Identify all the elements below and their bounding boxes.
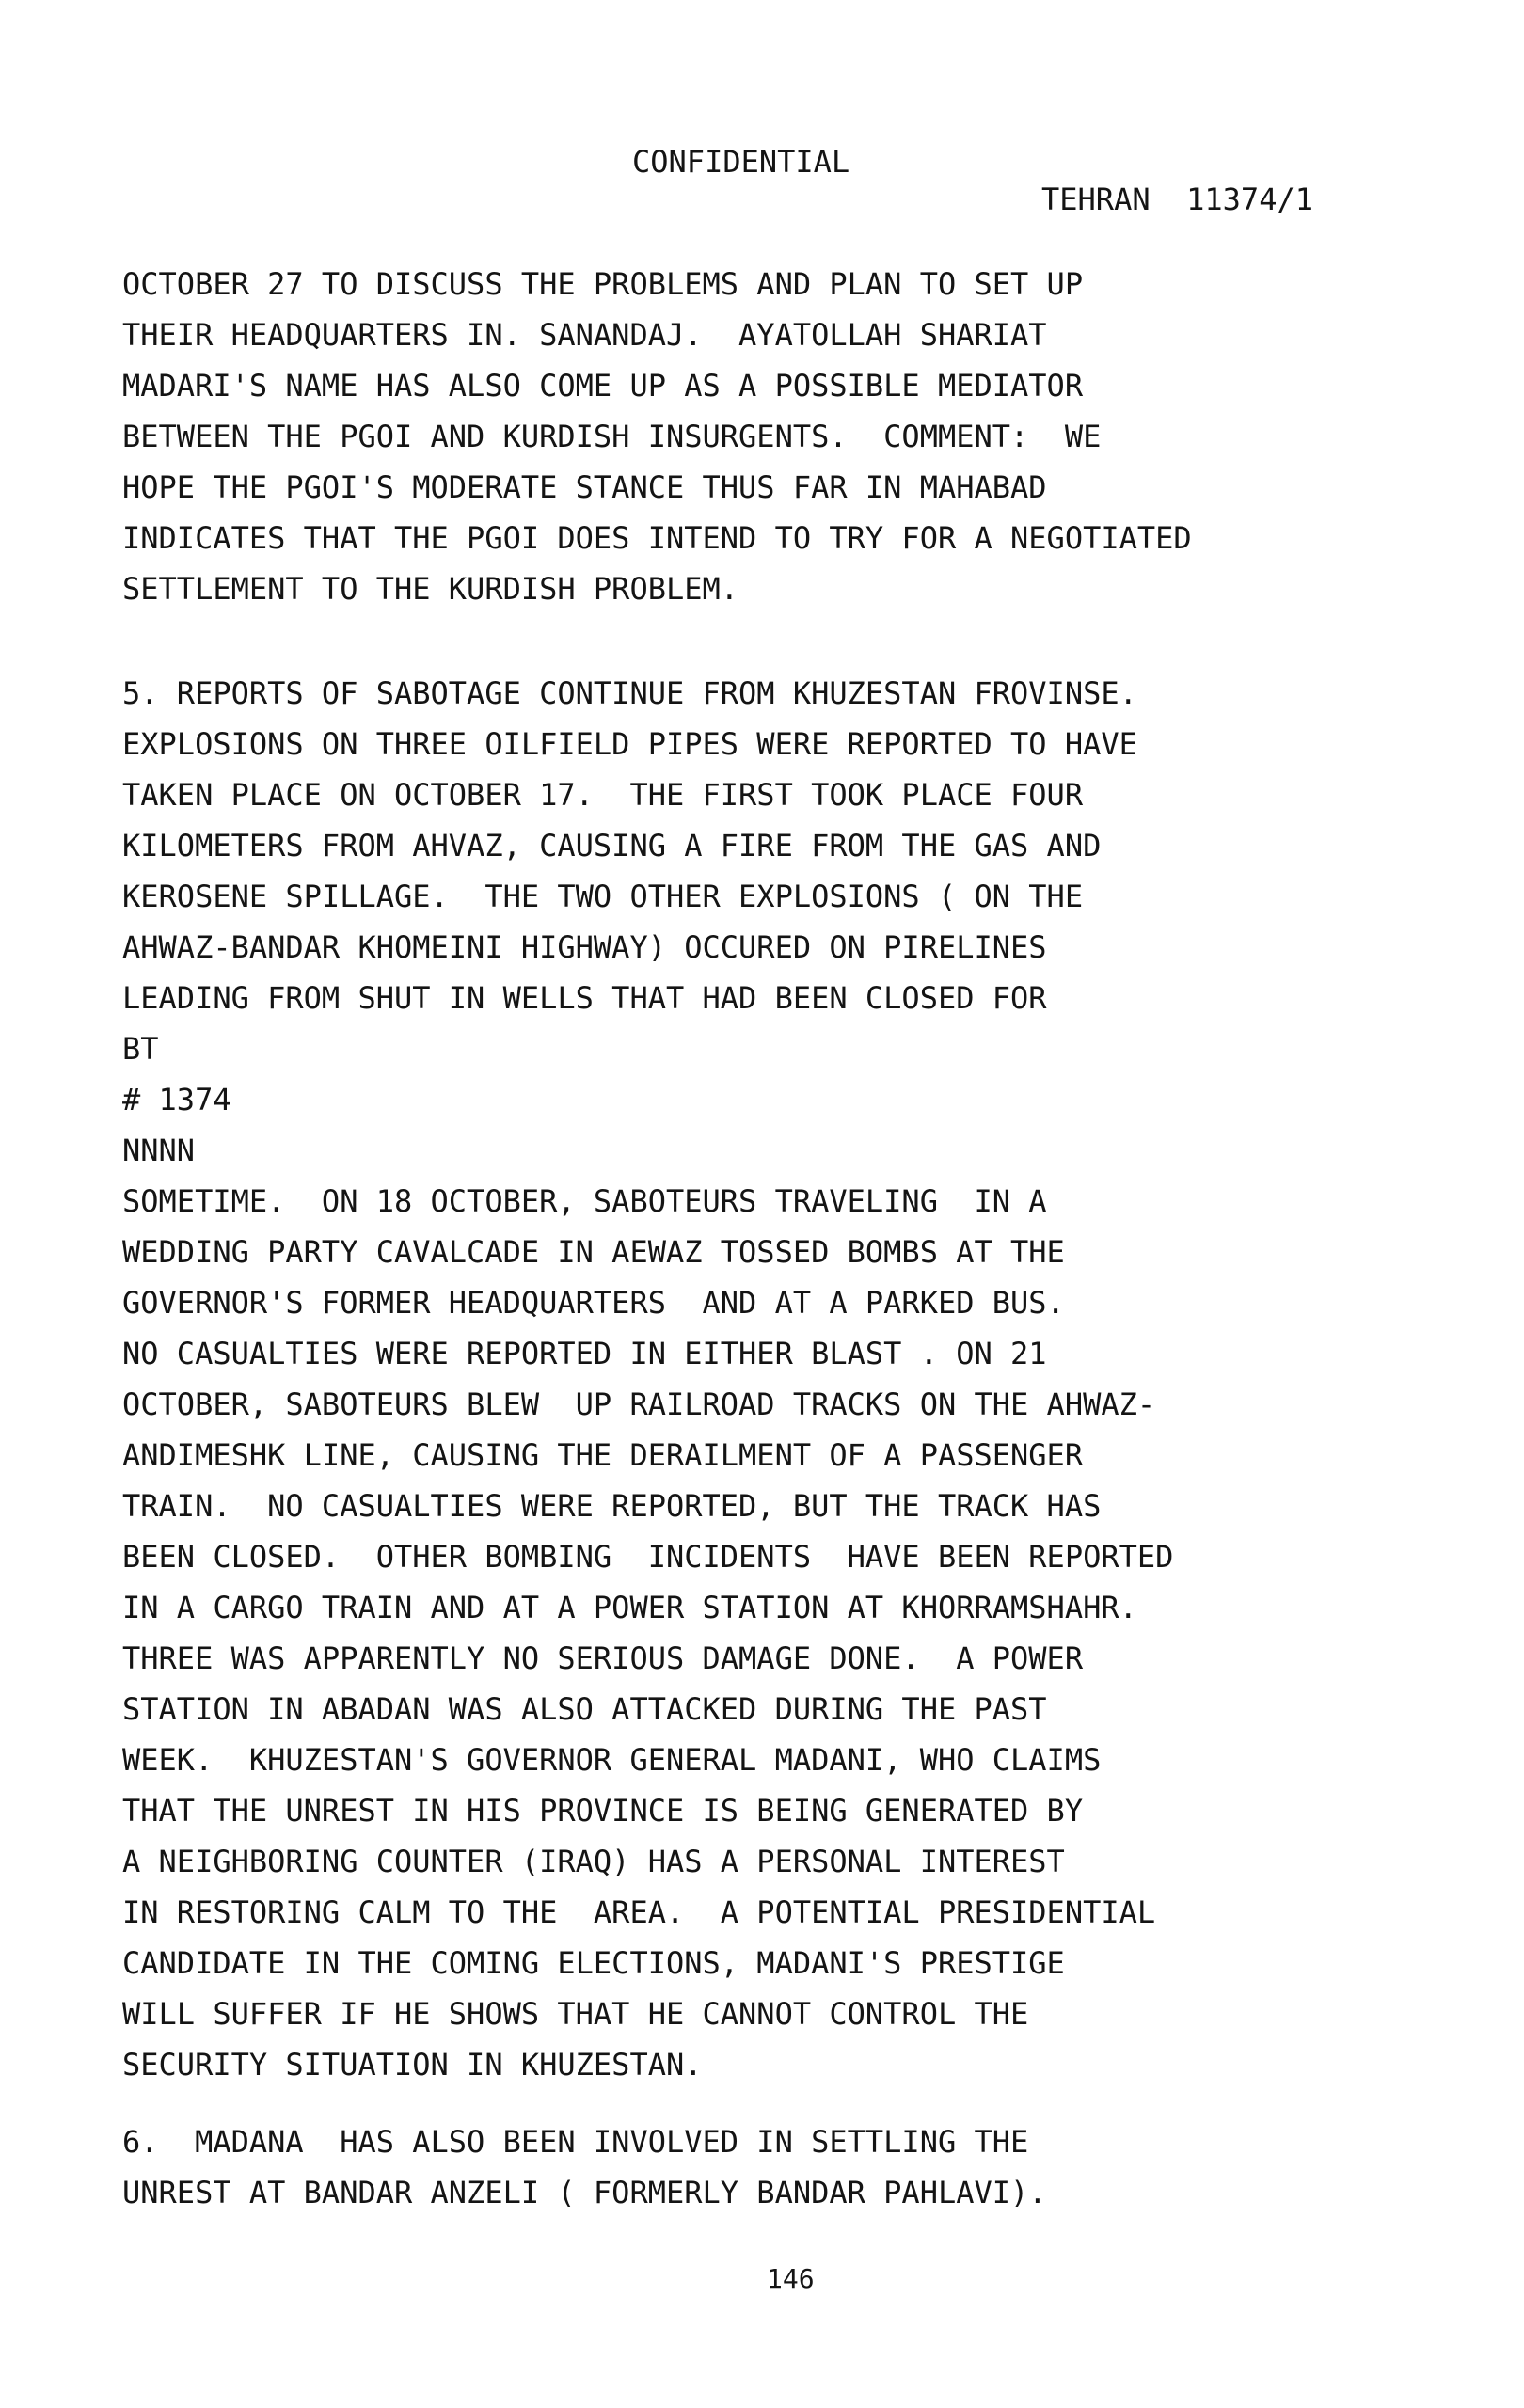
paragraph-5-continuation [122,1176,1439,2090]
paragraph-5 [122,668,1439,1023]
classification-marking: CONFIDENTIAL [632,144,850,180]
text-line: STATION IN ABADAN WAS ALSO ATTACKED DURING THE PAST [122,1691,1047,1727]
text-line: SETTLEMENT TO THE KURDISH PROBLEM. [122,571,739,607]
text-line: THREE WAS APPARENTLY NO SERIOUS DAMAGE DONE. A POWER [122,1640,1084,1676]
text-line: INDICATES THAT THE PGOI DOES INTEND TO TRY FOR A NEGOTIATED [122,520,1192,556]
text-line: SOMETIME. ON 18 OCTOBER, SABOTEURS TRAVELING IN A [122,1183,1047,1219]
text-line: 5. REPORTS OF SABOTAGE CONTINUE FROM KHUZESTAN FROVINSE. [122,675,1137,711]
text-line: UNREST AT BANDAR ANZELI ( FORMERLY BANDAR PAHLAVI). [122,2175,1047,2210]
text-line: KEROSENE SPILLAGE. THE TWO OTHER EXPLOSIONS ( ON THE [122,879,1084,914]
text-line: LEADING FROM SHUT IN WELLS THAT HAD BEEN CLOSED FOR [122,980,1047,1016]
text-line: WILL SUFFER IF HE SHOWS THAT HE CANNOT CONTROL THE [122,1996,1029,2032]
text-line: BETWEEN THE PGOI AND KURDISH INSURGENTS. COMMENT: WE [122,419,1102,454]
text-line: TAKEN PLACE ON OCTOBER 17. THE FIRST TOOK PLACE FOUR [122,777,1084,813]
text-line: CANDIDATE IN THE COMING ELECTIONS, MADANI'S PRESTIGE [122,1945,1065,1981]
text-line: NO CASUALTIES WERE REPORTED IN EITHER BLAST . ON 21 [122,1336,1047,1371]
cable-reference: TEHRAN 11374/1 [1041,182,1313,217]
text-line: OCTOBER, SABOTEURS BLEW UP RAILROAD TRACKS ON THE AHWAZ- [122,1386,1156,1422]
text-line: SECURITY SITUATION IN KHUZESTAN. [122,2047,703,2083]
break-marker: # 1374 [122,1082,231,1117]
text-line: GOVERNOR'S FORMER HEADQUARTERS AND AT A PARKED BUS. [122,1285,1065,1321]
text-line: WEDDING PARTY CAVALCADE IN AEWAZ TOSSED BOMBS AT THE [122,1234,1065,1270]
text-line: A NEIGHBORING COUNTER (IRAQ) HAS A PERSONAL INTEREST [122,1844,1065,1879]
text-line: ANDIMESHK LINE, CAUSING THE DERAILMENT OF A PASSENGER [122,1437,1084,1473]
text-line: EXPLOSIONS ON THREE OILFIELD PIPES WERE REPORTED TO HAVE [122,726,1137,762]
text-line: 6. MADANA HAS ALSO BEEN INVOLVED IN SETTLING THE [122,2124,1029,2160]
text-line: WEEK. KHUZESTAN'S GOVERNOR GENERAL MADANI, WHO CLAIMS [122,1742,1102,1778]
text-line: MADARI'S NAME HAS ALSO COME UP AS A POSSIBLE MEDIATOR [122,368,1084,404]
paragraph-4-continuation [122,259,1439,614]
text-line: HOPE THE PGOI'S MODERATE STANCE THUS FAR IN MAHABAD [122,469,1047,505]
page-number: 146 [767,2263,815,2294]
text-line: BEEN CLOSED. OTHER BOMBING INCIDENTS HAVE BEEN REPORTED [122,1539,1174,1575]
text-line: IN A CARGO TRAIN AND AT A POWER STATION AT KHORRAMSHAHR. [122,1590,1137,1625]
text-line: OCTOBER 27 TO DISCUSS THE PROBLEMS AND PLAN TO SET UP [122,266,1084,302]
text-line: TRAIN. NO CASUALTIES WERE REPORTED, BUT THE TRACK HAS [122,1488,1102,1524]
transmission-break [122,1023,1439,1176]
text-line: THAT THE UNREST IN HIS PROVINCE IS BEING GENERATED BY [122,1793,1084,1829]
paragraph-6 [122,2116,1439,2218]
break-marker: NNNN [122,1133,196,1168]
page-header [632,105,1313,256]
text-line: KILOMETERS FROM AHVAZ, CAUSING A FIRE FROM THE GAS AND [122,828,1102,863]
text-line: AHWAZ-BANDAR KHOMEINI HIGHWAY) OCCURED ON PIRELINES [122,929,1047,965]
text-line: THEIR HEADQUARTERS IN. SANANDAJ. AYATOLLAH SHARIAT [122,317,1047,353]
break-marker: BT [122,1031,159,1067]
text-line: IN RESTORING CALM TO THE AREA. A POTENTIAL PRESIDENTIAL [122,1894,1156,1930]
